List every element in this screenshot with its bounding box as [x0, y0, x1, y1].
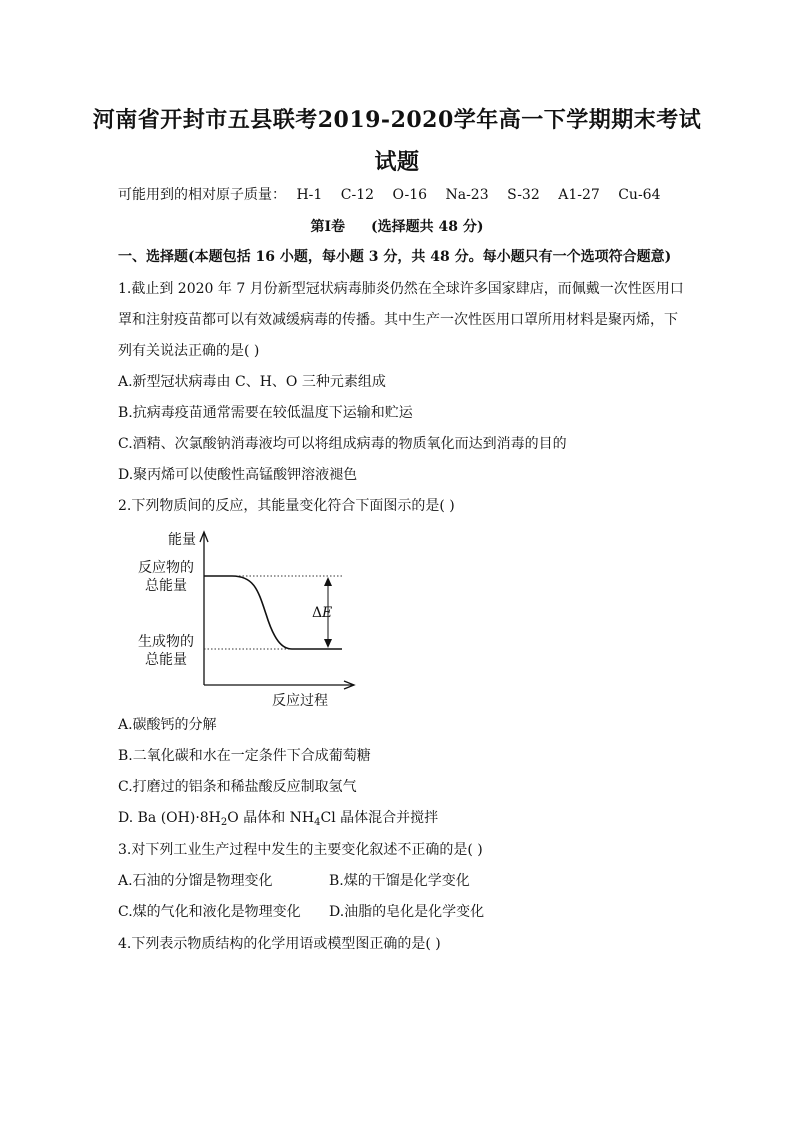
q2-option-a: A.碳酸钙的分解	[118, 717, 217, 733]
q1-option-d: D.聚丙烯可以使酸性高锰酸钾溶液褪色	[118, 467, 358, 483]
exam-title: 河南省开封市五县联考2019-2020学年高一下学期期末考试	[92, 107, 702, 133]
atomic-mass-item: H-1	[296, 187, 323, 203]
q2-option-d-part: D. Ba (OH)	[118, 810, 196, 826]
q2-stem: 2.下列物质间的反应，其能量变化符合下面图示的是( )	[118, 498, 455, 514]
section-desc: (选择题共 48 分)	[371, 219, 484, 235]
q2-option-b: B.二氧化碳和水在一定条件下合成葡萄糖	[118, 748, 371, 764]
exam-title-continued: 试题	[374, 149, 420, 175]
q1-option-a: A.新型冠状病毒由 C、H、O 三种元素组成	[118, 374, 386, 390]
q2-option-d-part: Cl 晶体混合并搅拌	[320, 810, 439, 826]
q1-stem-line-3: 列有关说法正确的是( )	[118, 343, 260, 359]
atomic-mass-item: O-16	[392, 187, 428, 203]
section-part: 第Ⅰ卷	[310, 219, 346, 235]
q3-option-a: A.石油的分馏是物理变化	[118, 873, 273, 889]
q2-option-c: C.打磨过的铝条和稀盐酸反应制取氢气	[118, 779, 357, 795]
atomic-mass-item: S-32	[507, 187, 540, 203]
instructions: 一、选择题(本题包括 16 小题，每小题 3 分，共 48 分。每小题只有一个选项符合题意)	[118, 249, 672, 265]
product-label-2: 总能量	[145, 652, 187, 668]
q1-option-c: C.酒精、次氯酸钠消毒液均可以将组成病毒的物质氧化而达到消毒的目的	[118, 436, 567, 452]
delta-label: Δ	[312, 605, 323, 621]
delta-e-symbol: E	[322, 605, 333, 621]
q1-stem-line-2: 罩和注射疫苗都可以有效减缓病毒的传播。其中生产一次性医用口罩所用材料是聚丙烯，下	[118, 312, 678, 328]
atomic-mass-item: Cu-64	[618, 187, 661, 203]
q3-option-b: B.煤的干馏是化学变化	[329, 873, 470, 889]
reactant-label-2: 总能量	[145, 578, 187, 594]
energy-axis-label: 能量	[168, 532, 196, 548]
delta-e-arrow-up-icon	[324, 577, 332, 586]
subscript: 4	[314, 817, 321, 828]
section-heading	[0, 216, 794, 236]
q2-option-d-part: O 晶体和 NH	[227, 810, 315, 826]
energy-diagram	[132, 528, 362, 708]
q3-stem: 3.对下列工业生产过程中发生的主要变化叙述不正确的是( )	[118, 842, 483, 858]
atomic-masses-label: 可能用到的相对原子质量：	[118, 187, 286, 203]
q2-option-d-part: ·8H	[195, 810, 221, 826]
subscript: 2	[220, 817, 228, 828]
atomic-mass-item: Na-23	[445, 187, 489, 203]
product-label-1: 生成物的	[138, 634, 194, 650]
atomic-mass-item: A1-27	[558, 187, 600, 203]
q1-option-b: B.抗病毒疫苗通常需要在较低温度下运输和贮运	[118, 405, 413, 421]
q3-option-d: D.油脂的皂化是化学变化	[329, 904, 485, 920]
atomic-mass-item: C-12	[340, 187, 375, 203]
reactant-label-1: 反应物的	[138, 560, 194, 576]
q4-stem: 4.下列表示物质结构的化学用语或模型图正确的是( )	[118, 936, 441, 952]
atomic-masses	[118, 185, 675, 205]
reaction-progress-label: 反应过程	[272, 693, 328, 708]
q2-option-d	[118, 808, 438, 828]
q1-stem-line-1: 1.截止到 2020 年 7 月份新型冠状病毒肺炎仍然在全球许多国家肆店，而佩戴一次性医用口	[118, 281, 684, 297]
q3-option-c: C.煤的气化和液化是物理变化	[118, 904, 301, 920]
delta-e-arrow-down-icon	[324, 639, 332, 648]
